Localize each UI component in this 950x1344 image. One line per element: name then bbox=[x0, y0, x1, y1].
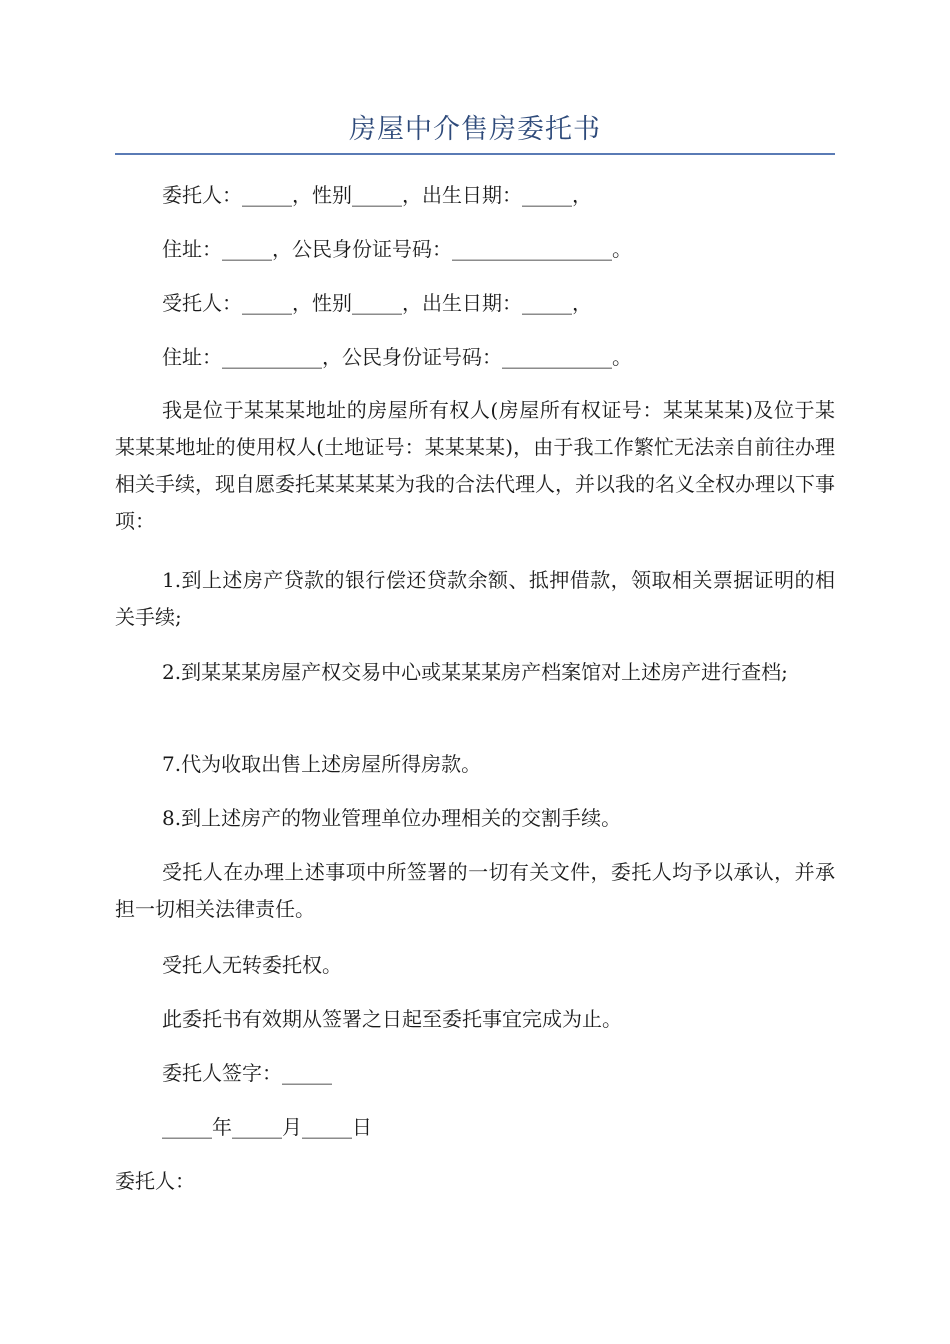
document-title: 房屋中介售房委托书 bbox=[349, 114, 601, 145]
signature-line: 委托人签字：_____ bbox=[162, 1061, 332, 1085]
no-transfer-line: 受托人无转委托权。 bbox=[162, 953, 342, 977]
acknowledge-paragraph: 受托人在办理上述事项中所签署的一切有关文件，委托人均予以承认，并承担一切相关法律责任。 bbox=[115, 860, 835, 921]
principal-footer-line: 委托人： bbox=[115, 1169, 195, 1193]
principal-address-line: 住址：_____，公民身份证号码：________________。 bbox=[162, 237, 632, 261]
intro-paragraph: 我是位于某某某地址的房屋所有权人(房屋所有权证号：某某某某)及位于某某某某地址的使用权人(土地证号：某某某某)，由于我工作繁忙无法亲自前往办理相关手续，现自愿委托某某某某为我的合法代理人，并以我的名义全权办理以下事项： bbox=[115, 398, 835, 533]
principal-line: 委托人：_____，性别_____，出生日期：_____， bbox=[162, 183, 592, 207]
title-underline bbox=[115, 153, 835, 155]
item-8-line: 8.到上述房产的物业管理单位办理相关的交割手续。 bbox=[162, 806, 622, 830]
date-line: _____年_____月_____日 bbox=[162, 1115, 372, 1139]
agent-line: 受托人：_____，性别_____，出生日期：_____， bbox=[162, 291, 592, 315]
agent-address-line: 住址：__________，公民身份证号码：___________。 bbox=[162, 345, 632, 369]
item-1-paragraph: 1.到上述房产贷款的银行偿还贷款余额、抵押借款，领取相关票据证明的相关手续; bbox=[115, 568, 835, 629]
validity-line: 此委托书有效期从签署之日起至委托事宜完成为止。 bbox=[162, 1007, 622, 1031]
item-2-paragraph: 2.到某某某房屋产权交易中心或某某某房产档案馆对上述房产进行查档; bbox=[162, 660, 788, 684]
item-7-line: 7.代为收取出售上述房屋所得房款。 bbox=[162, 752, 482, 776]
